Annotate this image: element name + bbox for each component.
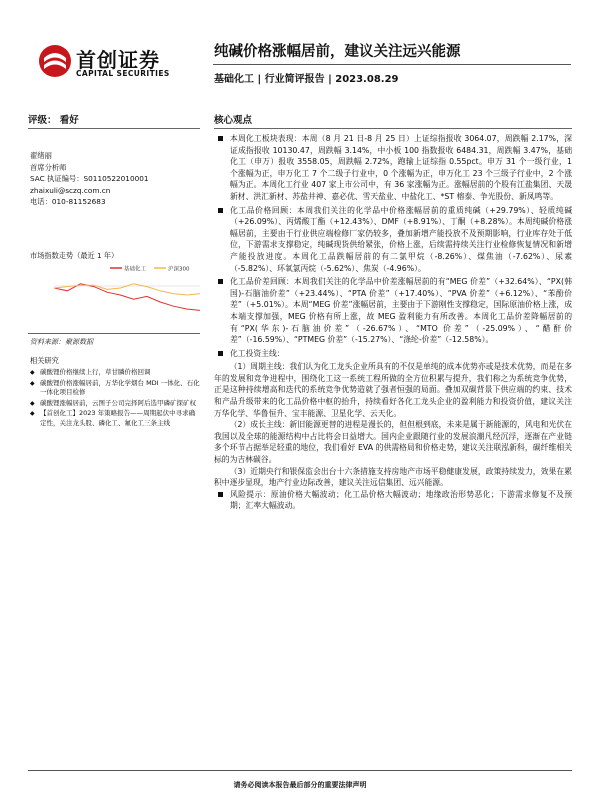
chart-divider — [28, 333, 200, 334]
chart-svg — [30, 262, 202, 318]
series-line-2 — [54, 284, 200, 295]
chart-source: 资料来源：聚源数据 — [30, 338, 93, 346]
legal-notice: 请务必阅读本报告最后部分的重要法律声明 — [233, 781, 367, 789]
rating-label: 评级： 看好 — [28, 115, 79, 126]
related-research-heading: 相关研究 — [30, 356, 59, 365]
bullet-square-icon — [218, 136, 223, 141]
related-research-list — [30, 368, 200, 430]
analyst-phone: 电话：010-81152683 — [30, 197, 106, 206]
related-item[interactable]: ◆ 碳酸锂价格涨幅居前，万华化学烟台 MDI 一体化、石化一体化项目检修 — [30, 379, 200, 398]
right-divider — [214, 128, 572, 129]
bullet-text: 风险提示：原油价格大幅波动；化工品价格大幅波动；地缘政治形势恶化；下游需求修复不及预期；汇率大幅波动。 — [230, 489, 572, 511]
para-cycle-line: （1）周期主线：我们认为化工龙头企业所具有的不仅是单纯的成本优势亦或是技术优势，而是在多年的发展和竞争进程中，围绕化工这一系统工程所做的全方位积累与提升，我们称之为系统竞争优势，正是这种持续增高和迭代的系统竞争优势造就了强者恒强的局面。叠加双碳背景下供应端的约束、技术和产品升级带来的化工品价格中枢的抬升，持续看好各化工龙头企业的盈利能力和投资价值，建议关注万华化学、华鲁恒升、宝丰能源、卫星化学、云天化。 — [214, 362, 572, 418]
bullet-square-icon — [218, 492, 223, 497]
bullet-risk-warning — [214, 489, 572, 512]
logo-text-cn: 首创证券 — [76, 48, 160, 72]
analyst-role: 首席分析师 — [30, 162, 67, 172]
para-property-line: （3）近期央行和银保监会出台十六条措施支持房地产市场平稳健康发展，政策持续发力，效果在累积中逐步显现，地产行业边际改善，建议关注远信集团、远兴能源。 — [214, 466, 572, 488]
report-subtitle: 基础化工 | 行业简评报告 | 2023.08.29 — [214, 74, 399, 85]
analyst-email: zhaixuli@sczq.com.cn — [30, 185, 111, 195]
index-chart — [30, 262, 202, 318]
analyst-sac: SAC 执证编号：S0110522010001 — [30, 174, 149, 183]
bullet-text: 化工投资主线： — [230, 348, 285, 358]
core-view-body — [214, 133, 572, 514]
bullet-text: 化工品价差回顾：本周我们关注的化学品中价差涨幅居前的有“MEG 价差”（+32.64%）、“PX(韩国)-石脑油价差”（+23.44%）、“PTA 价差”（+17.40%）、“PVA 价差”（+6.12%）、“苯酚价差”（+5.01%）。本周“MEG 价差”涨幅居前，主要由于下游刚性支撑稳定，国际原油价格上涨，成本端支撑加强，MEG 价格有所上涨，故 MEG 盈利能力有所改善。本周化工品价差降幅居前的有“PX(华东)-石脑油价差”（-26.67%）、“MTO 价差”（-25.09%）、“醋酐价差”（-16.59%）、“PTMEG 价差”（-15.27%）、“涤纶-价差”（-12.58%）。 — [230, 277, 572, 345]
bullet-square-icon — [218, 279, 223, 284]
analyst-name: 翟绪丽 — [30, 151, 52, 160]
bullet-spread-review — [214, 276, 572, 346]
logo-text-en: CAPITAL SECURITIES — [76, 69, 170, 78]
bullet-square-icon — [218, 208, 223, 213]
logo-mark-icon — [38, 44, 72, 78]
company-logo — [38, 42, 198, 84]
series-line-1 — [54, 284, 200, 311]
chart-title: 市场指数走势（最近 1 年） — [30, 251, 119, 260]
related-item[interactable]: ◆ 碳酸锂价格继续上行，草甘膦价格回调 — [30, 368, 200, 378]
report-title: 纯碱价格涨幅居前，建议关注远兴能源 — [214, 44, 461, 60]
related-item[interactable]: ◆ 【首创化工】2023 年策略报告——周期起伏中寻求确定性，关注龙头股、磷化工、氟化工三条主线 — [30, 409, 200, 428]
bullet-square-icon — [218, 351, 223, 356]
bullet-text: 本周化工板块表现：本周（8 月 21 日-8 月 25 日）上证综指报收 3064.07，周跌幅 2.17%，深证成指报收 10130.47，周跌幅 3.14%，中小板 100 指数报收 6484.31，周跌幅 3.47%，基础化工（申万）报收 3558.05，周跌幅 2.72%，跑输上证综指 0.55pct。申万 31 个一级行业，1 个涨幅为正，申万化工 7 个二级子行业中，0 个涨幅为正，申万化工 23 个三级子行业中，2 个涨幅为正。本周化工行业 407 家上市公司中，有 36 家涨幅为正。涨幅居前的个股有江盐集团、天晟新材、洪汇新材、苏盐井神、嘉必优、雪天盐业、中盐化工、*ST 榕泰、争光股份、新凤鸣等。 — [230, 134, 572, 201]
header-divider — [213, 64, 571, 65]
bullet-investment-lines — [214, 348, 572, 360]
bullet-text: 化工品价格回顾：本周我们关注的化学品中价格涨幅居前的重质纯碱（+29.79%）、轻质纯碱（+26.09%）、丙烯酸丁酯（+12.43%）、DMF（+8.91%）、丁酮（+8.28%）。本周纯碱价格涨幅居前，主要由于行业供应端检修厂家仍较多，叠加新增产能投放不及预期影响，行业库存处于低位，下游需求支撑稳定，纯碱现货供给紧张，价格上涨，后续需持续关注行业检修恢复情况和新增产能投放进度。本周化工品跌幅居前的有二氯甲烷（-8.26%）、煤焦油（-7.62%）、尿素（-5.82%）、环氧氯丙烷（-5.62%）、焦炭（-4.96%）。 — [230, 205, 572, 273]
core-view-heading: 核心观点 — [214, 115, 253, 126]
bullet-price-review — [214, 205, 572, 275]
related-item[interactable]: ◆ 碳酸锂涨幅居前，云图子公司完择阿后选甲磷矿探矿权 — [30, 399, 200, 409]
bullet-sector-performance — [214, 133, 572, 203]
para-growth-line: （2）成长主线：新旧能源更替的进程是漫长的，但但根到底，未来是属于新能源的，风电和光伏在我国以及全球的能源结构中占比将会日益增大。国内企业跟随行业的发展浪潮凡经沉浮，逐渐在产业链多个环节占据举足轻重的地位，我们看好 EVA 的供需格局和价格走势，建议关注联泓新科，碳纤维相关标的为吉林碳谷。 — [214, 420, 572, 465]
legend-label-2: 沪深300 — [168, 266, 190, 273]
analyst-info — [30, 150, 149, 208]
footer-divider — [28, 770, 572, 771]
legend-label-1: 基础化工 — [124, 266, 147, 273]
left-divider — [28, 128, 200, 129]
